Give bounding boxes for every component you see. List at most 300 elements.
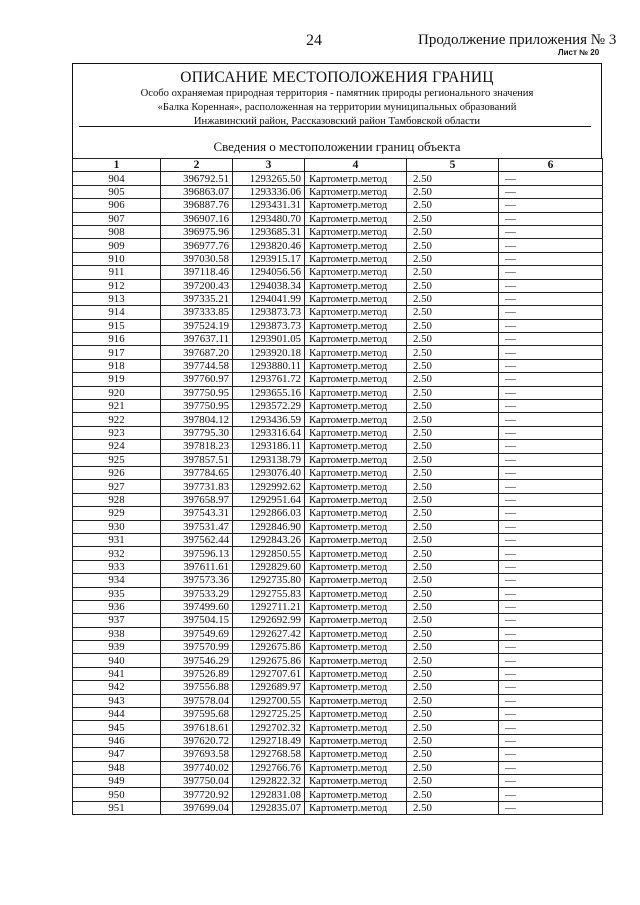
point-number-cell: 919	[73, 373, 161, 386]
table-row	[73, 266, 603, 279]
document-header-frame	[72, 63, 602, 159]
point-number-cell: 912	[73, 279, 161, 292]
point-number-cell: 907	[73, 212, 161, 225]
point-number-cell: 917	[73, 346, 161, 359]
description-cell: —	[499, 761, 603, 774]
y-coordinate-cell: 1293316.64	[233, 426, 305, 439]
x-coordinate-cell: 397543.31	[161, 507, 233, 520]
method-cell: Картометр.метод	[305, 614, 407, 627]
method-cell: Картометр.метод	[305, 373, 407, 386]
point-number-cell: 910	[73, 252, 161, 265]
point-number-cell: 932	[73, 547, 161, 560]
table-row	[73, 681, 603, 694]
accuracy-cell: 2.50	[407, 185, 499, 198]
description-cell: —	[499, 266, 603, 279]
x-coordinate-cell: 397531.47	[161, 520, 233, 533]
x-coordinate-cell: 397118.46	[161, 266, 233, 279]
method-cell: Картометр.метод	[305, 801, 407, 814]
sheet-number: Лист № 20	[558, 48, 600, 57]
table-row	[73, 587, 603, 600]
y-coordinate-cell: 1292755.83	[233, 587, 305, 600]
method-cell: Картометр.метод	[305, 212, 407, 225]
table-row	[73, 212, 603, 225]
accuracy-cell: 2.50	[407, 801, 499, 814]
y-coordinate-cell: 1292822.32	[233, 774, 305, 787]
method-cell: Картометр.метод	[305, 292, 407, 305]
y-coordinate-cell: 1293820.46	[233, 239, 305, 252]
description-cell: —	[499, 306, 603, 319]
table-row	[73, 694, 603, 707]
x-coordinate-cell: 397750.95	[161, 400, 233, 413]
y-coordinate-cell: 1292850.55	[233, 547, 305, 560]
y-coordinate-cell: 1292846.90	[233, 520, 305, 533]
description-cell: —	[499, 587, 603, 600]
document-title: ОПИСАНИЕ МЕСТОПОЛОЖЕНИЯ ГРАНИЦ	[180, 69, 494, 86]
x-coordinate-cell: 397573.36	[161, 574, 233, 587]
x-coordinate-cell: 397578.04	[161, 694, 233, 707]
y-coordinate-cell: 1292951.64	[233, 493, 305, 506]
method-cell: Картометр.метод	[305, 333, 407, 346]
column-header: 6	[499, 159, 603, 172]
method-cell: Картометр.метод	[305, 507, 407, 520]
table-row	[73, 185, 603, 198]
y-coordinate-cell: 1294056.56	[233, 266, 305, 279]
y-coordinate-cell: 1292768.58	[233, 748, 305, 761]
table-row	[73, 748, 603, 761]
point-number-cell: 948	[73, 761, 161, 774]
point-number-cell: 938	[73, 627, 161, 640]
method-cell: Картометр.метод	[305, 239, 407, 252]
description-cell: —	[499, 346, 603, 359]
method-cell: Картометр.метод	[305, 252, 407, 265]
accuracy-cell: 2.50	[407, 641, 499, 654]
column-header: 3	[233, 159, 305, 172]
table-row	[73, 641, 603, 654]
accuracy-cell: 2.50	[407, 574, 499, 587]
description-cell: —	[499, 654, 603, 667]
x-coordinate-cell: 397556.88	[161, 681, 233, 694]
x-coordinate-cell: 397618.61	[161, 721, 233, 734]
table-row	[73, 480, 603, 493]
method-cell: Картометр.метод	[305, 788, 407, 801]
point-number-cell: 944	[73, 708, 161, 721]
x-coordinate-cell: 396863.07	[161, 185, 233, 198]
accuracy-cell: 2.50	[407, 199, 499, 212]
accuracy-cell: 2.50	[407, 560, 499, 573]
accuracy-cell: 2.50	[407, 694, 499, 707]
description-line: «Балка Коренная», расположенная на территории муниципальных образований	[157, 102, 517, 113]
y-coordinate-cell: 1293880.11	[233, 359, 305, 372]
point-number-cell: 908	[73, 225, 161, 238]
table-row	[73, 319, 603, 332]
table-row	[73, 560, 603, 573]
description-cell: —	[499, 801, 603, 814]
description-cell: —	[499, 734, 603, 747]
table-body	[73, 172, 603, 815]
accuracy-cell: 2.50	[407, 681, 499, 694]
y-coordinate-cell: 1292992.62	[233, 480, 305, 493]
description-cell: —	[499, 400, 603, 413]
method-cell: Картометр.метод	[305, 306, 407, 319]
y-coordinate-cell: 1294038.34	[233, 279, 305, 292]
method-cell: Картометр.метод	[305, 641, 407, 654]
description-cell: —	[499, 667, 603, 680]
table-row	[73, 600, 603, 613]
accuracy-cell: 2.50	[407, 440, 499, 453]
boundary-coordinates-table	[72, 158, 603, 815]
y-coordinate-cell: 1292700.55	[233, 694, 305, 707]
x-coordinate-cell: 397549.69	[161, 627, 233, 640]
description-cell: —	[499, 600, 603, 613]
description-cell: —	[499, 614, 603, 627]
description-cell: —	[499, 574, 603, 587]
page-number: 24	[306, 32, 322, 49]
table-row	[73, 239, 603, 252]
x-coordinate-cell: 397658.97	[161, 493, 233, 506]
accuracy-cell: 2.50	[407, 373, 499, 386]
method-cell: Картометр.метод	[305, 574, 407, 587]
x-coordinate-cell: 397857.51	[161, 453, 233, 466]
description-cell: —	[499, 333, 603, 346]
point-number-cell: 934	[73, 574, 161, 587]
table-row	[73, 721, 603, 734]
description-cell: —	[499, 386, 603, 399]
accuracy-cell: 2.50	[407, 359, 499, 372]
description-cell: —	[499, 774, 603, 787]
method-cell: Картометр.метод	[305, 185, 407, 198]
y-coordinate-cell: 1292692.99	[233, 614, 305, 627]
column-header: 2	[161, 159, 233, 172]
x-coordinate-cell: 397533.29	[161, 587, 233, 600]
y-coordinate-cell: 1293076.40	[233, 466, 305, 479]
method-cell: Картометр.метод	[305, 627, 407, 640]
method-cell: Картометр.метод	[305, 199, 407, 212]
appendix-continuation-label: Продолжение приложения № 3	[418, 32, 617, 48]
point-number-cell: 913	[73, 292, 161, 305]
x-coordinate-cell: 397524.19	[161, 319, 233, 332]
method-cell: Картометр.метод	[305, 587, 407, 600]
description-cell: —	[499, 493, 603, 506]
accuracy-cell: 2.50	[407, 654, 499, 667]
description-cell: —	[499, 560, 603, 573]
table-row	[73, 386, 603, 399]
point-number-cell: 936	[73, 600, 161, 613]
point-number-cell: 931	[73, 533, 161, 546]
y-coordinate-cell: 1293920.18	[233, 346, 305, 359]
point-number-cell: 905	[73, 185, 161, 198]
x-coordinate-cell: 397818.23	[161, 440, 233, 453]
point-number-cell: 937	[73, 614, 161, 627]
y-coordinate-cell: 1292843.26	[233, 533, 305, 546]
x-coordinate-cell: 397030.58	[161, 252, 233, 265]
point-number-cell: 935	[73, 587, 161, 600]
y-coordinate-cell: 1292702.32	[233, 721, 305, 734]
method-cell: Картометр.метод	[305, 319, 407, 332]
point-number-cell: 915	[73, 319, 161, 332]
description-cell: —	[499, 681, 603, 694]
method-cell: Картометр.метод	[305, 520, 407, 533]
description-cell: —	[499, 480, 603, 493]
method-cell: Картометр.метод	[305, 279, 407, 292]
description-cell: —	[499, 373, 603, 386]
y-coordinate-cell: 1292675.86	[233, 641, 305, 654]
accuracy-cell: 2.50	[407, 547, 499, 560]
accuracy-cell: 2.50	[407, 466, 499, 479]
point-number-cell: 904	[73, 172, 161, 185]
y-coordinate-cell: 1293436.59	[233, 413, 305, 426]
point-number-cell: 918	[73, 359, 161, 372]
description-line: Особо охраняемая природная территория - памятник природы регионального значения	[140, 88, 534, 99]
accuracy-cell: 2.50	[407, 627, 499, 640]
accuracy-cell: 2.50	[407, 520, 499, 533]
point-number-cell: 922	[73, 413, 161, 426]
table-row	[73, 440, 603, 453]
description-cell: —	[499, 627, 603, 640]
territory-description	[73, 87, 601, 129]
table-row	[73, 172, 603, 185]
method-cell: Картометр.метод	[305, 748, 407, 761]
accuracy-cell: 2.50	[407, 279, 499, 292]
table-header-row	[73, 159, 603, 172]
x-coordinate-cell: 397200.43	[161, 279, 233, 292]
table-row	[73, 761, 603, 774]
x-coordinate-cell: 397570.99	[161, 641, 233, 654]
table-row	[73, 520, 603, 533]
point-number-cell: 909	[73, 239, 161, 252]
point-number-cell: 942	[73, 681, 161, 694]
x-coordinate-cell: 396887.76	[161, 199, 233, 212]
y-coordinate-cell: 1292711.21	[233, 600, 305, 613]
y-coordinate-cell: 1293655.16	[233, 386, 305, 399]
method-cell: Картометр.метод	[305, 667, 407, 680]
x-coordinate-cell: 397595.68	[161, 708, 233, 721]
y-coordinate-cell: 1292735.80	[233, 574, 305, 587]
column-header: 1	[73, 159, 161, 172]
accuracy-cell: 2.50	[407, 225, 499, 238]
table-row	[73, 533, 603, 546]
method-cell: Картометр.метод	[305, 708, 407, 721]
table-row	[73, 627, 603, 640]
y-coordinate-cell: 1292829.60	[233, 560, 305, 573]
method-cell: Картометр.метод	[305, 466, 407, 479]
method-cell: Картометр.метод	[305, 480, 407, 493]
description-cell: —	[499, 172, 603, 185]
description-cell: —	[499, 748, 603, 761]
accuracy-cell: 2.50	[407, 212, 499, 225]
y-coordinate-cell: 1293761.72	[233, 373, 305, 386]
accuracy-cell: 2.50	[407, 734, 499, 747]
description-line: Инжавинский район, Рассказовский район Тамбовской области	[193, 116, 481, 127]
x-coordinate-cell: 397620.72	[161, 734, 233, 747]
table-row	[73, 614, 603, 627]
y-coordinate-cell: 1292831.08	[233, 788, 305, 801]
y-coordinate-cell: 1292675.86	[233, 654, 305, 667]
y-coordinate-cell: 1293572.29	[233, 400, 305, 413]
description-cell: —	[499, 212, 603, 225]
y-coordinate-cell: 1293265.50	[233, 172, 305, 185]
description-cell: —	[499, 292, 603, 305]
table-row	[73, 708, 603, 721]
description-cell: —	[499, 788, 603, 801]
accuracy-cell: 2.50	[407, 346, 499, 359]
description-cell: —	[499, 708, 603, 721]
accuracy-cell: 2.50	[407, 600, 499, 613]
accuracy-cell: 2.50	[407, 306, 499, 319]
description-cell: —	[499, 426, 603, 439]
method-cell: Картометр.метод	[305, 346, 407, 359]
accuracy-cell: 2.50	[407, 721, 499, 734]
x-coordinate-cell: 397335.21	[161, 292, 233, 305]
table-row	[73, 667, 603, 680]
accuracy-cell: 2.50	[407, 413, 499, 426]
column-header: 4	[305, 159, 407, 172]
accuracy-cell: 2.50	[407, 252, 499, 265]
description-cell: —	[499, 520, 603, 533]
x-coordinate-cell: 396792.51	[161, 172, 233, 185]
method-cell: Картометр.метод	[305, 413, 407, 426]
method-cell: Картометр.метод	[305, 359, 407, 372]
method-cell: Картометр.метод	[305, 172, 407, 185]
x-coordinate-cell: 397693.58	[161, 748, 233, 761]
method-cell: Картометр.метод	[305, 440, 407, 453]
x-coordinate-cell: 397687.20	[161, 346, 233, 359]
x-coordinate-cell: 397750.04	[161, 774, 233, 787]
point-number-cell: 916	[73, 333, 161, 346]
accuracy-cell: 2.50	[407, 400, 499, 413]
table-row	[73, 292, 603, 305]
table-row	[73, 346, 603, 359]
y-coordinate-cell: 1293480.70	[233, 212, 305, 225]
y-coordinate-cell: 1293873.73	[233, 319, 305, 332]
table-row	[73, 574, 603, 587]
y-coordinate-cell: 1292725.25	[233, 708, 305, 721]
description-cell: —	[499, 466, 603, 479]
y-coordinate-cell: 1292766.76	[233, 761, 305, 774]
description-cell: —	[499, 199, 603, 212]
y-coordinate-cell: 1292689.97	[233, 681, 305, 694]
table-row	[73, 225, 603, 238]
description-cell: —	[499, 721, 603, 734]
point-number-cell: 951	[73, 801, 161, 814]
y-coordinate-cell: 1293138.79	[233, 453, 305, 466]
description-cell: —	[499, 453, 603, 466]
section-title: Сведения о местоположении границ объекта	[213, 139, 461, 154]
description-cell: —	[499, 252, 603, 265]
x-coordinate-cell: 397744.58	[161, 359, 233, 372]
accuracy-cell: 2.50	[407, 708, 499, 721]
y-coordinate-cell: 1292718.49	[233, 734, 305, 747]
accuracy-cell: 2.50	[407, 386, 499, 399]
x-coordinate-cell: 397562.44	[161, 533, 233, 546]
accuracy-cell: 2.50	[407, 319, 499, 332]
point-number-cell: 941	[73, 667, 161, 680]
method-cell: Картометр.метод	[305, 400, 407, 413]
table-row	[73, 252, 603, 265]
y-coordinate-cell: 1294041.99	[233, 292, 305, 305]
table-row	[73, 333, 603, 346]
y-coordinate-cell: 1293336.06	[233, 185, 305, 198]
accuracy-cell: 2.50	[407, 453, 499, 466]
accuracy-cell: 2.50	[407, 761, 499, 774]
method-cell: Картометр.метод	[305, 426, 407, 439]
description-cell: —	[499, 507, 603, 520]
point-number-cell: 925	[73, 453, 161, 466]
x-coordinate-cell: 397731.83	[161, 480, 233, 493]
y-coordinate-cell: 1293901.05	[233, 333, 305, 346]
point-number-cell: 940	[73, 654, 161, 667]
x-coordinate-cell: 397526.89	[161, 667, 233, 680]
accuracy-cell: 2.50	[407, 172, 499, 185]
x-coordinate-cell: 397795.30	[161, 426, 233, 439]
table-row	[73, 801, 603, 814]
x-coordinate-cell: 397637.11	[161, 333, 233, 346]
table-row	[73, 400, 603, 413]
point-number-cell: 930	[73, 520, 161, 533]
table-row	[73, 279, 603, 292]
description-cell: —	[499, 279, 603, 292]
method-cell: Картометр.метод	[305, 694, 407, 707]
x-coordinate-cell: 397333.85	[161, 306, 233, 319]
accuracy-cell: 2.50	[407, 614, 499, 627]
point-number-cell: 906	[73, 199, 161, 212]
table-row	[73, 788, 603, 801]
accuracy-cell: 2.50	[407, 239, 499, 252]
y-coordinate-cell: 1292866.03	[233, 507, 305, 520]
point-number-cell: 924	[73, 440, 161, 453]
point-number-cell: 929	[73, 507, 161, 520]
table-row	[73, 199, 603, 212]
point-number-cell: 920	[73, 386, 161, 399]
y-coordinate-cell: 1293685.31	[233, 225, 305, 238]
description-cell: —	[499, 694, 603, 707]
point-number-cell: 946	[73, 734, 161, 747]
method-cell: Картометр.метод	[305, 654, 407, 667]
point-number-cell: 927	[73, 480, 161, 493]
accuracy-cell: 2.50	[407, 667, 499, 680]
x-coordinate-cell: 396977.76	[161, 239, 233, 252]
method-cell: Картометр.метод	[305, 547, 407, 560]
table-row	[73, 734, 603, 747]
point-number-cell: 949	[73, 774, 161, 787]
method-cell: Картометр.метод	[305, 761, 407, 774]
accuracy-cell: 2.50	[407, 774, 499, 787]
description-cell: —	[499, 413, 603, 426]
accuracy-cell: 2.50	[407, 333, 499, 346]
description-cell: —	[499, 185, 603, 198]
point-number-cell: 911	[73, 266, 161, 279]
point-number-cell: 926	[73, 466, 161, 479]
description-cell: —	[499, 239, 603, 252]
method-cell: Картометр.метод	[305, 225, 407, 238]
method-cell: Картометр.метод	[305, 560, 407, 573]
accuracy-cell: 2.50	[407, 426, 499, 439]
description-cell: —	[499, 547, 603, 560]
table-row	[73, 306, 603, 319]
x-coordinate-cell: 397750.95	[161, 386, 233, 399]
method-cell: Картометр.метод	[305, 721, 407, 734]
method-cell: Картометр.метод	[305, 266, 407, 279]
point-number-cell: 933	[73, 560, 161, 573]
table-row	[73, 373, 603, 386]
y-coordinate-cell: 1292627.42	[233, 627, 305, 640]
accuracy-cell: 2.50	[407, 788, 499, 801]
table-row	[73, 466, 603, 479]
header-divider	[79, 126, 591, 127]
x-coordinate-cell: 397740.02	[161, 761, 233, 774]
accuracy-cell: 2.50	[407, 507, 499, 520]
accuracy-cell: 2.50	[407, 480, 499, 493]
x-coordinate-cell: 397804.12	[161, 413, 233, 426]
